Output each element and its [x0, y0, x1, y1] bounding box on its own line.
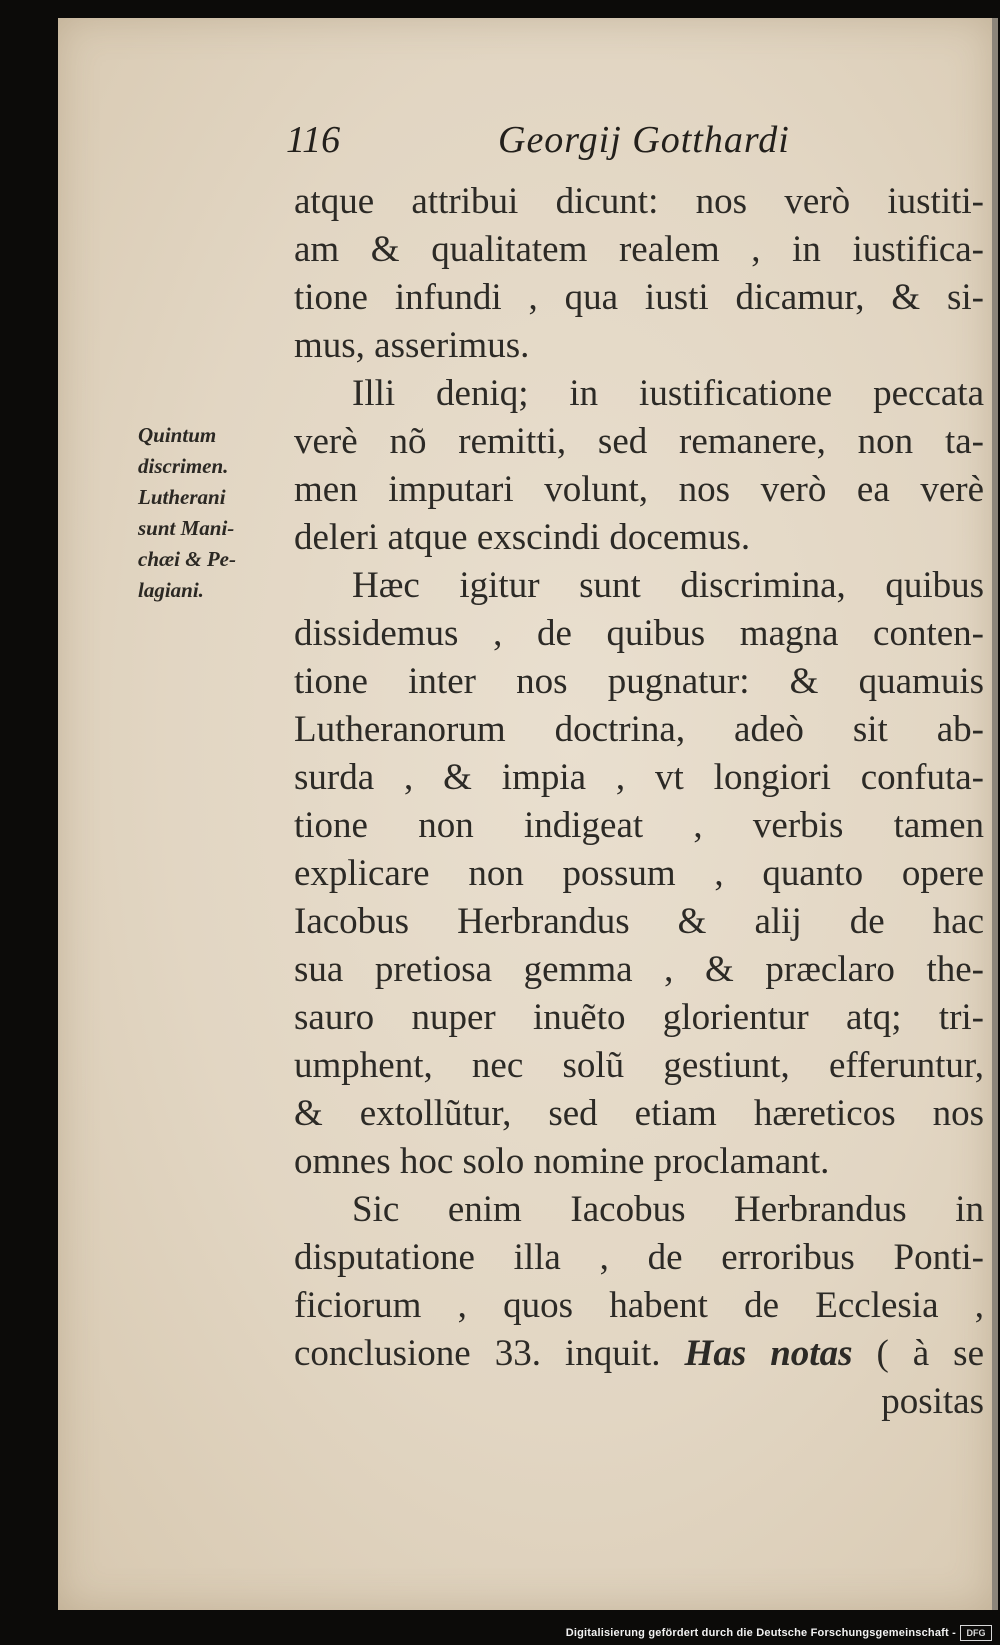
text-line: sua pretiosa gemma , & præclaro the-	[294, 949, 984, 990]
text-segment: conclusione 33. inquit.	[294, 1333, 661, 1374]
text-line: am & qualitatem realem , in iustifica-	[294, 229, 984, 270]
marginal-note-line: lagiani.	[138, 578, 204, 602]
body-text	[294, 178, 984, 1426]
text-line: atque attribui dicunt: nos verò iustiti-	[294, 181, 984, 222]
text-line: Lutheranorum doctrina, adeò sit ab-	[294, 709, 984, 750]
text-line: surda , & impia , vt longiori confuta-	[294, 757, 984, 798]
marginal-note-line: chæi & Pe-	[138, 547, 236, 571]
marginal-note-line: Quintum	[138, 423, 217, 447]
text-line: dissidemus , de quibus magna conten-	[294, 613, 984, 654]
marginal-note-line: discrimen.	[138, 454, 229, 478]
digitization-credit: Digitalisierung gefördert durch die Deutsche Forschungsgemeinschaft -	[565, 1627, 956, 1639]
marginal-note-line: sunt Mani-	[138, 516, 235, 540]
text-line: Hæc igitur sunt discrimina, quibus	[352, 565, 984, 606]
text-line: deleri atque exscindi docemus.	[294, 517, 751, 558]
text-segment: ( à se	[876, 1333, 985, 1374]
text-line: Sic enim Iacobus Herbrandus in	[352, 1189, 984, 1230]
text-line: & extollũtur, sed etiam hæreticos nos	[294, 1093, 984, 1134]
text-line-final	[294, 1330, 984, 1378]
page-edge	[992, 18, 998, 1610]
catchword: positas	[881, 1381, 984, 1422]
text-line: Iacobus Herbrandus & alij de hac	[294, 901, 984, 942]
text-line: men imputari volunt, nos verò ea verè	[294, 469, 984, 510]
text-line: explicare non possum , quanto opere	[294, 853, 984, 894]
page-number: 116	[286, 119, 341, 161]
text-line: ficiorum , quos habent de Ecclesia ,	[294, 1285, 984, 1326]
book-page	[58, 18, 998, 1610]
text-line: sauro nuper inuẽto glorientur atq; tri-	[294, 997, 984, 1038]
dfg-logo: DFG	[960, 1625, 992, 1641]
text-line: verè nõ remitti, sed remanere, non ta-	[294, 421, 984, 462]
text-line: mus, asserimus.	[294, 325, 530, 366]
text-line: tione inter nos pugnatur: & quamuis	[294, 661, 984, 702]
marginal-note	[138, 420, 288, 606]
running-head	[286, 118, 986, 174]
text-segment-italic: Has notas	[684, 1333, 853, 1374]
text-line: disputatione illa , de erroribus Ponti-	[294, 1237, 984, 1278]
text-line: Illi deniq; in iustificatione peccata	[352, 373, 984, 414]
running-title: Georgij Gotthardi	[498, 119, 790, 161]
text-line: omnes hoc solo nomine proclamant.	[294, 1141, 830, 1182]
marginal-note-line: Lutherani	[138, 485, 226, 509]
text-line: umphent, nec solũ gestiunt, efferuntur,	[294, 1045, 984, 1086]
text-line: tione non indigeat , verbis tamen	[294, 805, 984, 846]
text-line: tione infundi , qua iusti dicamur, & si-	[294, 277, 984, 318]
